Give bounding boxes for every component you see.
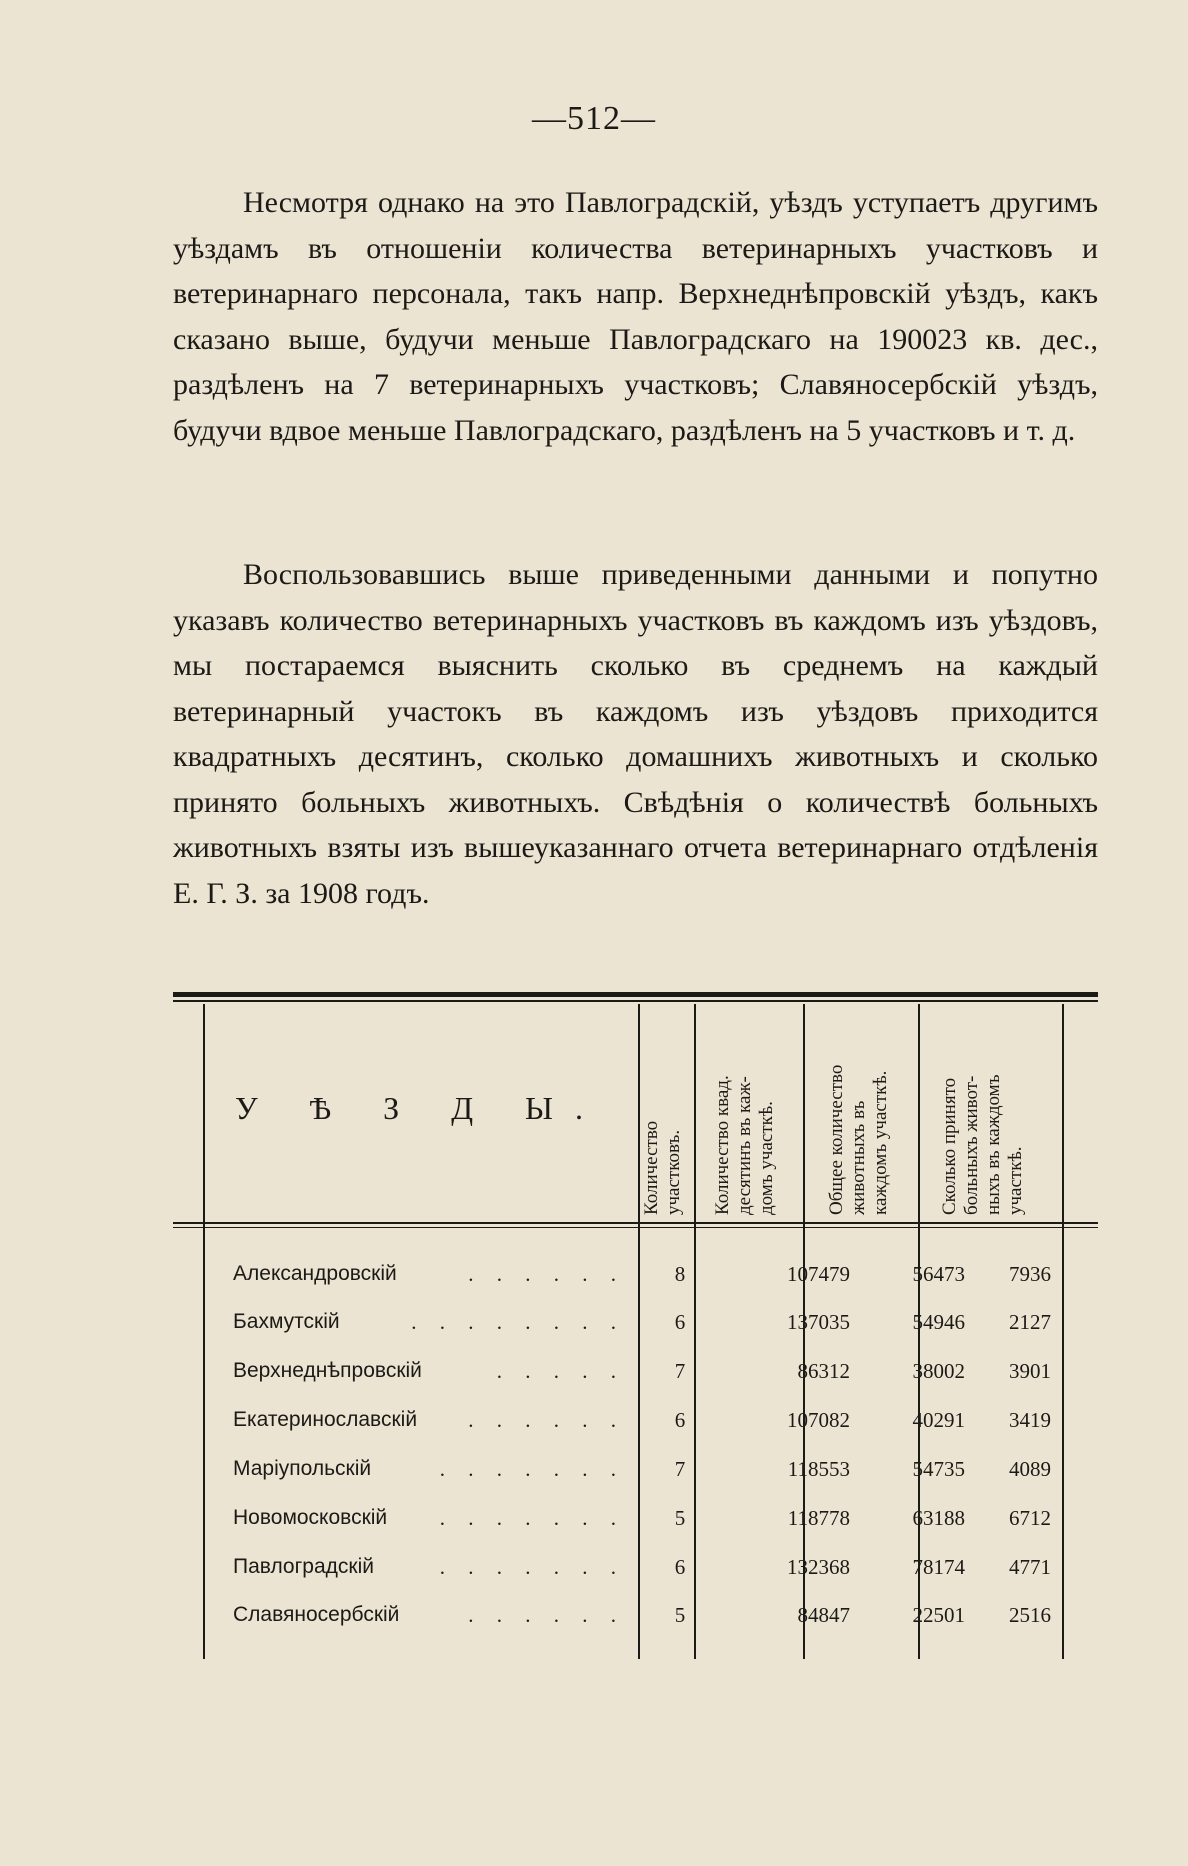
- district-name: Новомосковскій: [233, 1506, 388, 1529]
- header-desyatins: Количество квад. десятинъ въ каж- домъ участкѣ.: [712, 1075, 777, 1215]
- district-name: Маріупольскій: [233, 1457, 372, 1480]
- desyatins-value: 107479: [787, 1262, 850, 1286]
- sections-count: 6: [674, 1408, 686, 1432]
- header-sections: Количество участковъ.: [641, 1120, 684, 1215]
- sick-value: 4089: [1009, 1457, 1051, 1481]
- district-name: Бахмутскій: [233, 1310, 340, 1333]
- header-districts: У Ѣ З Д Ы.: [235, 1090, 605, 1126]
- sick-value: 7936: [1009, 1262, 1051, 1286]
- sections-count: 7: [674, 1457, 686, 1481]
- sections-count: 8: [674, 1262, 686, 1286]
- sick-value: 2516: [1009, 1603, 1051, 1627]
- page-number: —512—: [532, 100, 656, 137]
- table-row: [205, 1447, 1085, 1495]
- leader-dots: . . . . . .: [468, 1408, 625, 1432]
- table-row: [205, 1398, 1085, 1446]
- sick-value: 6712: [1009, 1506, 1051, 1530]
- desyatins-value: 86312: [797, 1359, 850, 1383]
- sick-value: 4771: [1009, 1555, 1051, 1579]
- district-name: Павлоградскій: [233, 1555, 374, 1578]
- leader-dots: . . . . .: [496, 1359, 625, 1383]
- desyatins-value: 84847: [797, 1603, 850, 1627]
- header-sick: Сколько принято больныхъ живот- ныхъ въ каждомъ участкѣ.: [939, 1074, 1026, 1215]
- header-animals: Общее количество животныхъ въ каждомъ участкѣ.: [826, 1064, 891, 1215]
- paragraph-1: Несмотря однако на это Павлоградскій, уѣздъ уступаетъ другимъ уѣздамъ въ отношеніи количества ветеринарныхъ участковъ и ветеринарнаго персонала, такъ напр. Верхнеднѣпровскій уѣздъ, какъ сказано выше, будучи меньше Павлоградскаго на 190023 кв. дес., раздѣленъ на 7 ветеринарныхъ участковъ; Славяносербскій уѣздъ, будучи вдвое меньше Павлоградскаго, раздѣленъ на 5 участковъ и т. д.: [173, 186, 1098, 447]
- table-top-rule-thin: [173, 1000, 1098, 1002]
- sick-value: 3419: [1009, 1408, 1051, 1432]
- animals-value: 40291: [912, 1408, 965, 1432]
- table-top-rule: [173, 992, 1098, 997]
- paragraph-2: Воспользовавшись выше приведенными данными и попутно указавъ количество ветеринарныхъ участковъ въ каждомъ изъ уѣздовъ, мы постараемся выяснить сколько въ среднемъ на каждый ветеринарный участокъ въ каждомъ изъ уѣздовъ приходится квадратныхъ десятинъ, сколько домашнихъ животныхъ и сколько принято больныхъ животныхъ. Свѣдѣнія о количествѣ больныхъ животныхъ взяты изъ вышеуказаннаго отчета ветеринарнаго отдѣленія Е. Г. З. за 1908 годъ.: [173, 558, 1098, 910]
- animals-value: 54946: [912, 1310, 965, 1334]
- table-row: [205, 1252, 1085, 1300]
- desyatins-value: 137035: [787, 1310, 850, 1334]
- animals-value: 22501: [912, 1603, 965, 1627]
- leader-dots: . . . . . . .: [439, 1555, 625, 1579]
- table-row: [205, 1593, 1085, 1641]
- leader-dots: . . . . . .: [468, 1262, 625, 1286]
- district-name: Александровскій: [233, 1262, 397, 1285]
- leader-dots: . . . . . .: [468, 1603, 625, 1627]
- table-row: [205, 1349, 1085, 1397]
- district-name: Верхнеднѣпровскій: [233, 1359, 422, 1382]
- sections-count: 5: [674, 1506, 686, 1530]
- sections-count: 6: [674, 1555, 686, 1579]
- sick-value: 3901: [1009, 1359, 1051, 1383]
- district-name: Екатеринославскій: [233, 1408, 418, 1431]
- desyatins-value: 107082: [787, 1408, 850, 1432]
- sections-count: 7: [674, 1359, 686, 1383]
- header-bottom-rule-thin: [173, 1227, 1098, 1228]
- header-bottom-rule: [173, 1222, 1098, 1224]
- animals-value: 56473: [912, 1262, 965, 1286]
- leader-dots: . . . . . . .: [439, 1506, 625, 1530]
- table-row: [205, 1545, 1085, 1593]
- desyatins-value: 132368: [787, 1555, 850, 1579]
- table-row: [205, 1300, 1085, 1348]
- leader-dots: . . . . . . .: [439, 1457, 625, 1481]
- sick-value: 2127: [1009, 1310, 1051, 1334]
- animals-value: 54735: [912, 1457, 965, 1481]
- desyatins-value: 118553: [787, 1457, 850, 1481]
- animals-value: 63188: [912, 1506, 965, 1530]
- animals-value: 38002: [912, 1359, 965, 1383]
- table-row: [205, 1496, 1085, 1544]
- animals-value: 78174: [912, 1555, 965, 1579]
- district-name: Славяносербскій: [233, 1603, 400, 1626]
- leader-dots: . . . . . . . .: [411, 1310, 625, 1334]
- sections-count: 5: [674, 1603, 686, 1627]
- sections-count: 6: [674, 1310, 686, 1334]
- desyatins-value: 118778: [787, 1506, 850, 1530]
